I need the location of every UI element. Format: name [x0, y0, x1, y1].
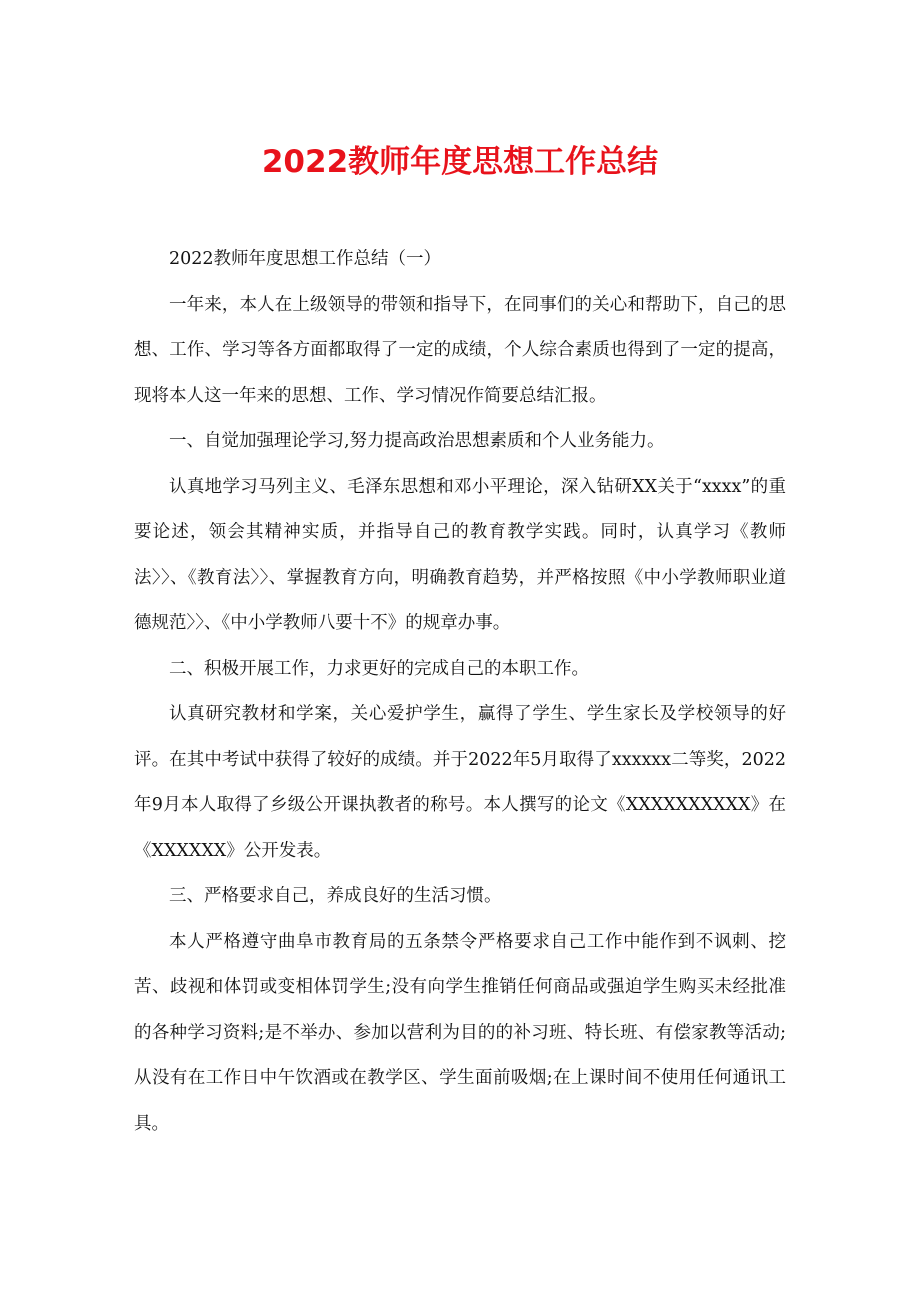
intro-paragraph: 一年来，本人在上级领导的带领和指导下，在同事们的关心和帮助下，自己的思想、工作、学习等各方面都取得了一定的成绩，个人综合素质也得到了一定的提高，现将本人这一年来的思想、工作、学习情况作简要总结汇报。: [134, 294, 786, 406]
section-heading-1: 2022教师年度思想工作总结（一）: [169, 249, 442, 269]
point-3-paragraph: 本人严格遵守曲阜市教育局的五条禁令严格要求自己工作中能作到不讽刺、挖苦、歧视和体罚或变相体罚学生;没有向学生推销任何商品或强迫学生购买未经批准的各种学习资料;是不举办、参加以营利为目的的补习班、特长班、有偿家教等活动;从没有在工作日中午饮酒或在教学区、学生面前吸烟;在上课时间不使用任何通讯工具。: [134, 931, 786, 1134]
document-body: [134, 237, 786, 1147]
point-heading-1: 一、自觉加强理论学习,努力提高政治思想素质和个人业务能力。: [169, 431, 665, 451]
point-heading-2: 二、积极开展工作，力求更好的完成自己的本职工作。: [169, 658, 589, 679]
point-2-paragraph: 认真研究教材和学案，关心爱护学生，赢得了学生、学生家长及学校领导的好评。在其中考试中获得了较好的成绩。并于2022年5月取得了xxxxxx二等奖，2022年9月本人取得了乡级公开课执教者的称号。本人撰写的论文《XXXXXXXXXX》在《XXXXXX》公开发表。: [134, 704, 786, 861]
point-heading-3: 三、严格要求自己，养成良好的生活习惯。: [169, 886, 502, 906]
document-title: 2022教师年度思想工作总结: [261, 144, 659, 180]
point-1-paragraph: 认真地学习马列主义、毛泽东思想和邓小平理论，深入钻研XX关于“xxxx”的重要论述，领会其精神实质，并指导自己的教育教学实践。同时，认真学习《教师法〉〉、《教育法〉〉、掌握教育方向，明确教育趋势，并严格按照《中小学教师职业道德规范〉〉、《中小学教师八要十不》的规章办事。: [134, 476, 786, 633]
